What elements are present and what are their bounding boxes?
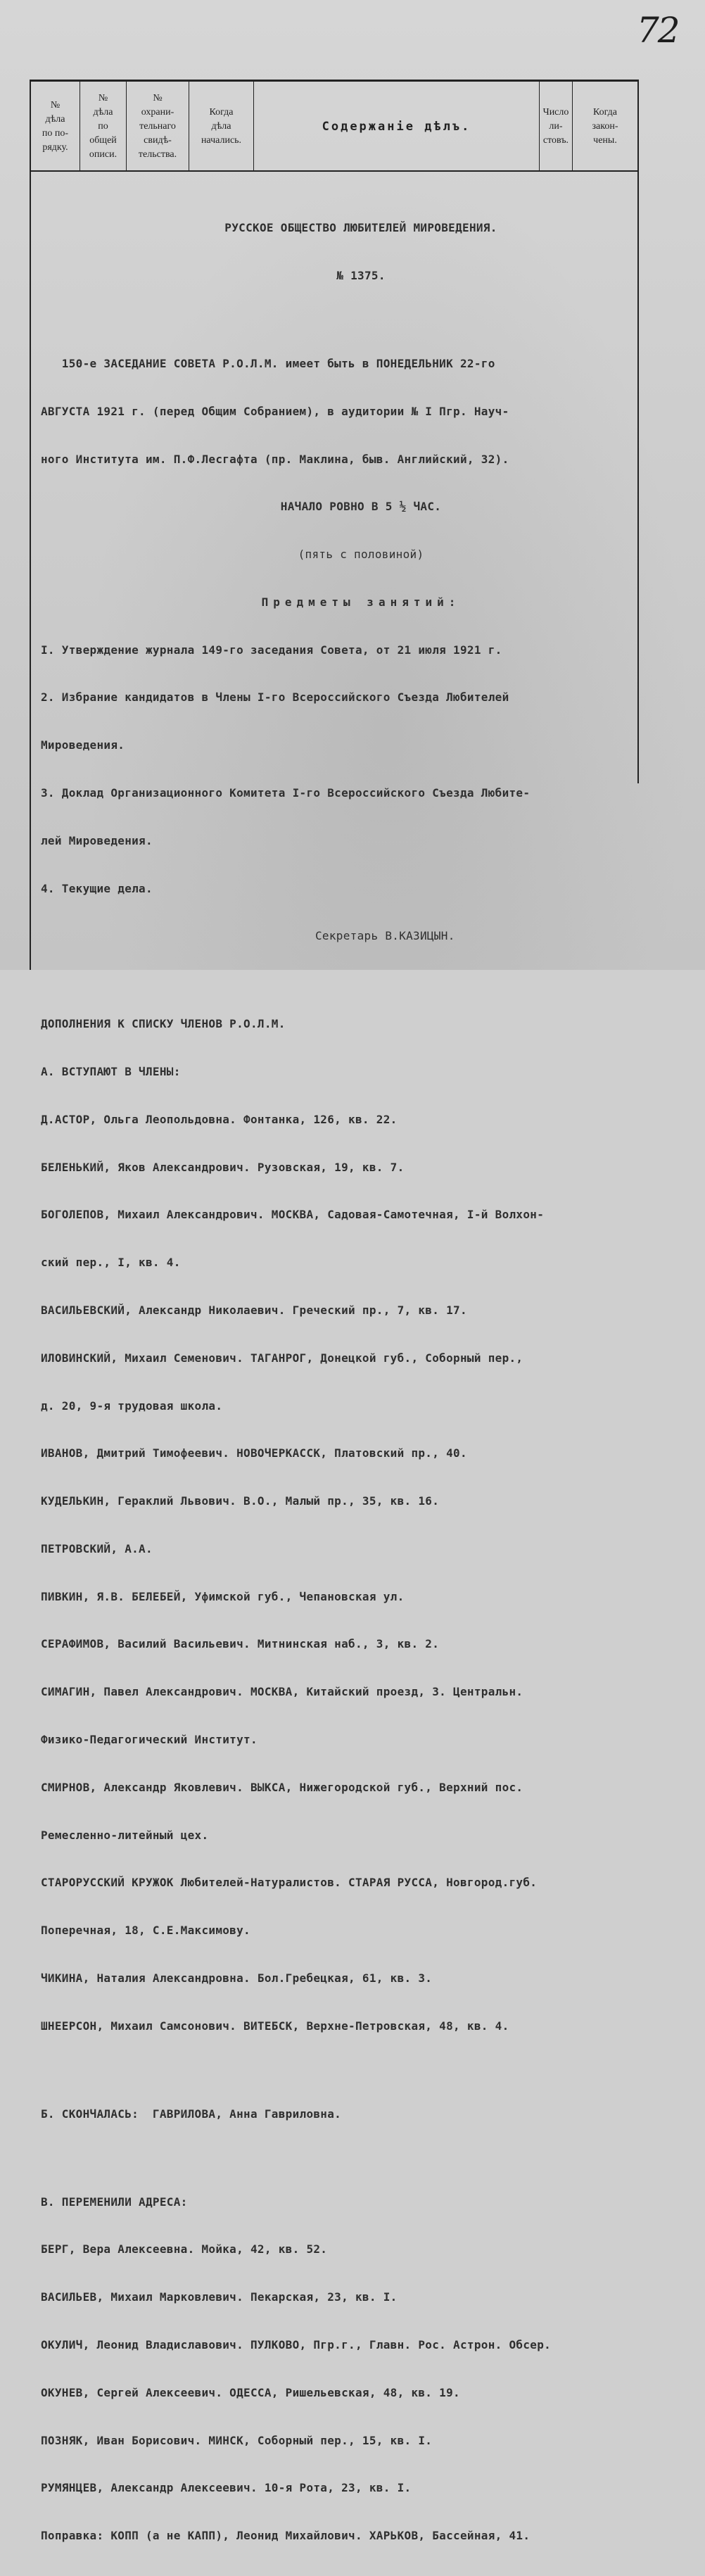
member-entry: СМИРНОВ, Александр Яковлевич. ВЫКСА, Нижегородской губ., Верхний пос. (41, 1780, 523, 1794)
member-entry: ШНЕЕРСОН, Михаил Самсонович. ВИТЕБСК, Верхне-Петровская, 48, кв. 4. (41, 2019, 509, 2033)
agenda-item-2-cont: Мироведения. (41, 738, 125, 752)
member-entry: ИВАНОВ, Дмитрий Тимофеевич. НОВОЧЕРКАССК, Платовский пр., 40. (41, 1446, 467, 1460)
meeting-line-2: АВГУСТА 1921 г. (перед Общим Собранием), в аудитории № I Пгр. Науч- (41, 404, 509, 418)
agenda-item-2: 2. Избрание кандидатов в Члены I-го Всероссийского Съезда Любителей (41, 690, 509, 705)
agenda-item-1: I. Утверждение журнала 149-го заседания Совета, от 21 июля 1921 г. (41, 643, 502, 657)
member-entry: Поперечная, 18, С.Е.Максимову. (41, 1924, 250, 1938)
member-entry: Д.АСТОР, Ольга Леопольдовна. Фонтанка, 126, кв. 22. (41, 1112, 398, 1126)
society-title: РУССКОЕ ОБЩЕСТВО ЛЮБИТЕЛЕЙ МИРОВЕДЕНИЯ. (224, 221, 497, 235)
member-entry: ПЕТРОВСКИЙ, А.А. (41, 1541, 153, 1555)
additions-title: ДОПОЛНЕНИЯ К СПИСКУ ЧЛЕНОВ Р.О.Л.М. (41, 1017, 286, 1031)
typed-document (41, 189, 681, 2576)
member-entry: д. 20, 9-я трудовая школа. (41, 1399, 223, 1413)
correction-line: Поправка: КОПП (а не КАПП), Леонид Михайлович. ХАРЬКОВ, Бассейная, 41. (41, 2529, 531, 2543)
address-change-entry: РУМЯНЦЕВ, Александр Алексеевич. 10-я Рота, 23, кв. I. (41, 2481, 412, 2495)
joined-section-title: А. ВСТУПАЮТ В ЧЛЕНЫ: (41, 1065, 181, 1079)
document-number: № 1375. (336, 268, 386, 282)
secretary-signature: Секретарь В.КАЗИЦЫН. (315, 929, 455, 943)
member-entry: ЧИКИНА, Наталия Александровна. Бол.Гребецкая, 61, кв. 3. (41, 1971, 433, 1985)
member-entry: КУДЕЛЬКИН, Гераклий Львович. В.О., Малый пр., 35, кв. 16. (41, 1494, 440, 1508)
member-entry: Ремесленно-литейный цех. (41, 1828, 209, 1842)
folio-number: 72 (637, 10, 679, 51)
table-top-border (30, 80, 639, 82)
header-contents: Содержаніе дѣлъ. (322, 120, 471, 134)
member-entry: СИМАГИН, Павел Александрович. МОСКВА, Китайский проезд, 3. Центральн. (41, 1685, 523, 1699)
header-case-order: № дѣла по по- рядку. (42, 100, 69, 153)
agenda-title: Предметы занятий: (261, 595, 461, 609)
member-entry: Физико-Педагогический Институт. (41, 1733, 258, 1746)
address-change-entry: ПОЗНЯК, Иван Борисович. МИНСК, Соборный пер., 15, кв. I. (41, 2433, 433, 2447)
meeting-start-note: (пять с половиной) (298, 548, 424, 562)
address-change-entry: БЕРГ, Вера Алексеевна. Мойка, 42, кв. 52. (41, 2242, 328, 2256)
address-change-entry: ОКУНЕВ, Сергей Алексеевич. ОДЕССА, Ришельевская, 48, кв. 19. (41, 2385, 460, 2399)
agenda-item-3: 3. Доклад Организационного Комитета I-го Всероссийского Съезда Любите- (41, 785, 531, 800)
agenda-item-4: 4. Текущие дела. (41, 881, 153, 895)
member-entry: БОГОЛЕПОВ, Михаил Александрович. МОСКВА, Садовая-Самотечная, I-й Волхон- (41, 1208, 545, 1222)
member-entry: ИЛОВИНСКИЙ, Михаил Семенович. ТАГАНРОГ, Донецкой губ., Соборный пер., (41, 1351, 523, 1365)
meeting-line-3: ного Института им. П.Ф.Лесгафта (пр. Маклина, быв. Английский, 32). (41, 452, 509, 466)
header-sheet-count: Число ли- стовъ. (542, 107, 569, 146)
header-bottom-border (30, 170, 639, 172)
member-entry: ский пер., I, кв. 4. (41, 1256, 181, 1270)
table-left-border (30, 80, 31, 970)
agenda-item-3-cont: лей Мироведения. (41, 833, 153, 847)
member-entry: СТАРОРУССКИЙ КРУЖОК Любителей-Натуралистов. СТАРАЯ РУССА, Новгород.губ. (41, 1876, 538, 1890)
address-change-entry: ВАСИЛЬЕВ, Михаил Марковлевич. Пекарская, 23, кв. I. (41, 2290, 398, 2304)
member-entry: СЕРАФИМОВ, Василий Васильевич. Митнинская наб., 3, кв. 2. (41, 1637, 440, 1651)
header-start-date: Когда дѣла начались. (201, 107, 242, 146)
member-entry: ПИВКИН, Я.В. БЕЛЕБЕЙ, Уфимской губ., Чепановская ул. (41, 1589, 405, 1603)
meeting-line-1: 150-е ЗАСЕДАНИЕ СОВЕТА Р.О.Л.М. имеет быть в ПОНЕДЕЛЬНИК 22-го (41, 356, 495, 370)
address-change-entry: ОКУЛИЧ, Леонид Владиславович. ПУЛКОВО, Пгр.г., Главн. Рос. Астрон. Обсер. (41, 2337, 552, 2351)
header-inventory-number: № дѣла по общей описи. (89, 93, 118, 160)
deceased-line: Б. СКОНЧАЛАСЬ: ГАВРИЛОВА, Анна Гавриловна. (41, 2107, 342, 2121)
header-storage-certificate: № охрани- тельнаго свидѣ- тельства. (138, 93, 177, 160)
member-entry: БЕЛЕНЬКИЙ, Яков Александрович. Рузовская, 19, кв. 7. (41, 1160, 405, 1174)
member-entry: ВАСИЛЬЕВСКИЙ, Александр Николаевич. Греческий пр., 7, кв. 17. (41, 1303, 467, 1317)
changed-address-title: В. ПЕРЕМЕНИЛИ АДРЕСА: (41, 2195, 188, 2209)
meeting-start-time: НАЧАЛО РОВНО В 5 ½ ЧАС. (280, 500, 442, 514)
header-end-date: Когда закон- чены. (592, 107, 618, 146)
